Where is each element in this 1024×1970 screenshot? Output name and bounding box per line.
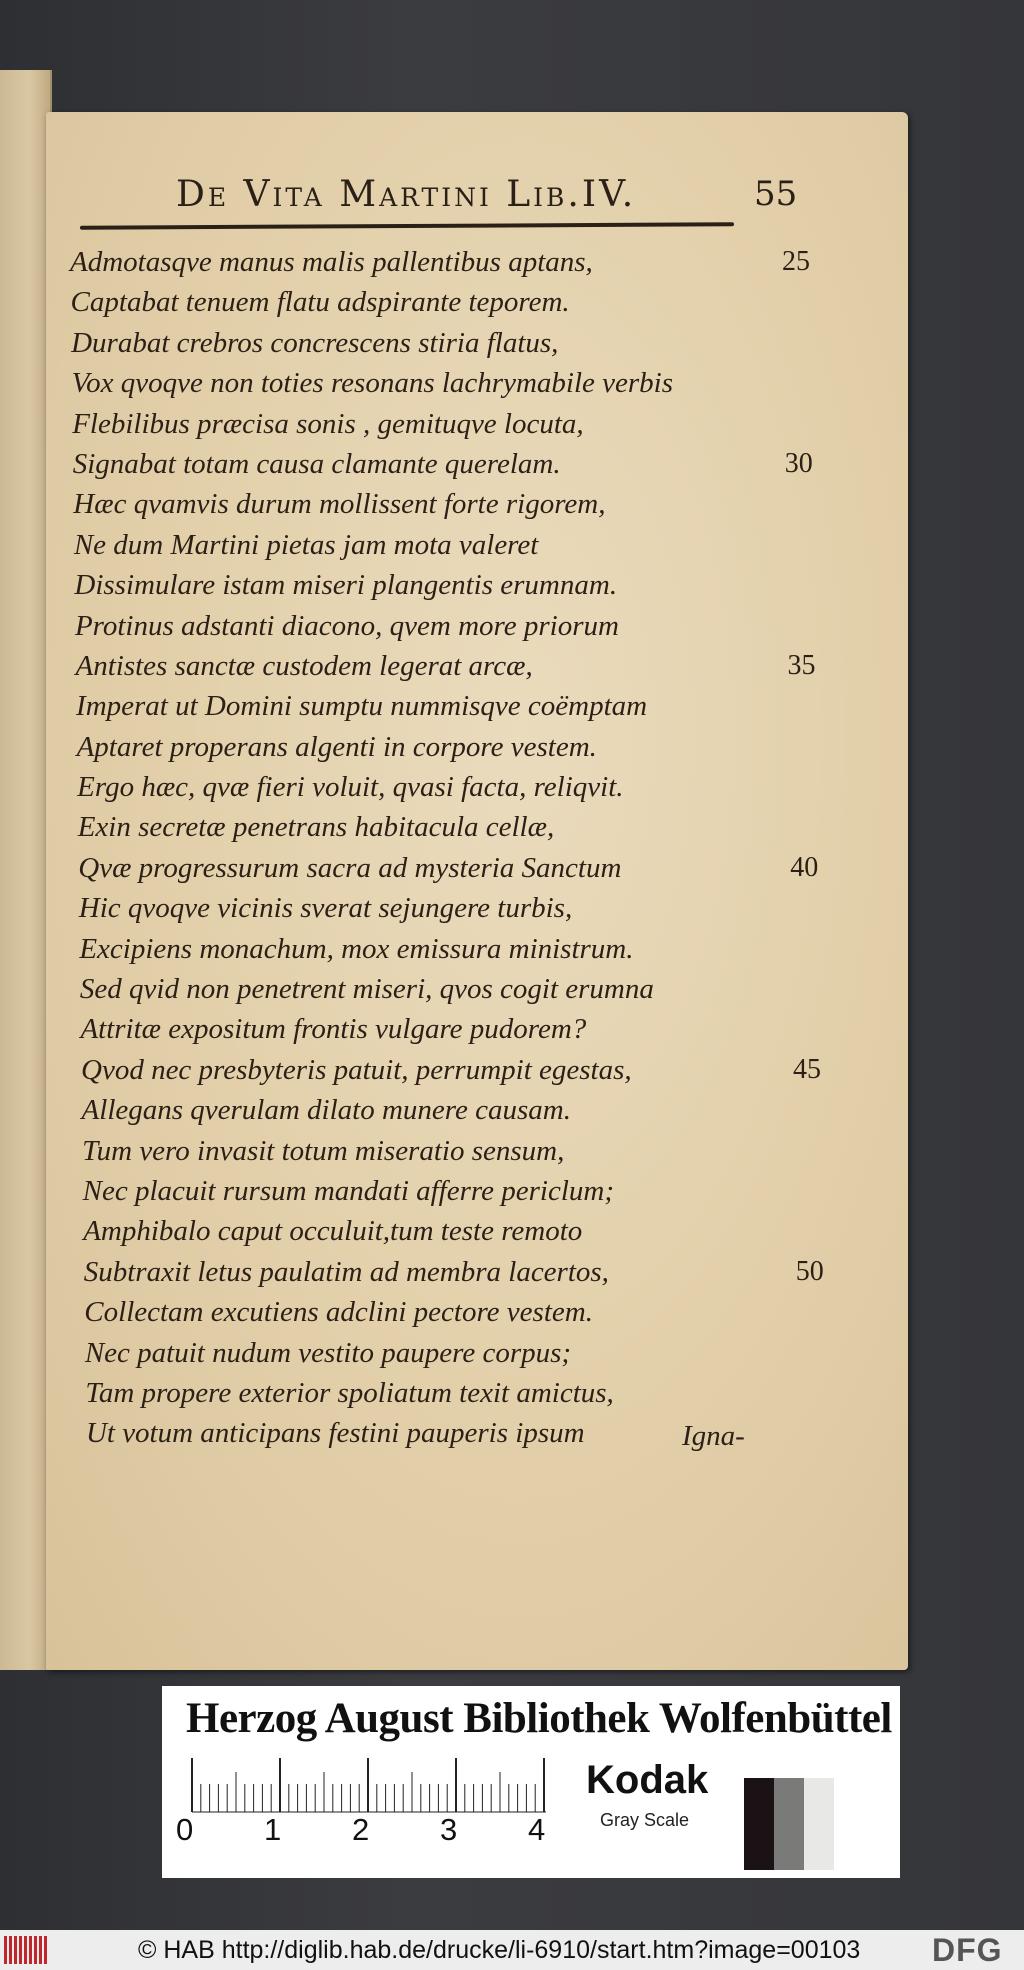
verse-block — [70, 242, 850, 1454]
verse-line — [70, 1131, 850, 1171]
line-number: 40 — [790, 851, 819, 883]
verse-text: Sed qvid non penetrent miseri, qvos cogit erumna — [79, 973, 654, 1006]
verse-line — [70, 646, 850, 686]
verse-text: Imperat ut Domini sumptu nummisqve coëmptam — [76, 690, 648, 723]
book-page — [46, 112, 908, 1670]
verse-line — [70, 969, 850, 1009]
verse-text: Qvod nec presbyteris patuit, perrumpit egestas, — [81, 1053, 632, 1086]
color-target — [162, 1686, 900, 1878]
ruler-label: 1 — [264, 1812, 282, 1847]
verse-line — [70, 1252, 850, 1292]
verse-line — [70, 323, 850, 363]
verse-text: Aptaret properans algenti in corpore vestem. — [76, 730, 597, 763]
catchword: Igna- — [682, 1420, 745, 1452]
verse-text: Ut votum anticipans festini pauperis ipsum — [85, 1417, 585, 1450]
kodak-logo: Kodak — [586, 1758, 709, 1802]
verse-text: Protinus adstanti diacono, qvem more priorum — [74, 609, 619, 642]
running-head-title: De Vita Martini Lib.IV. — [176, 174, 637, 215]
verse-line — [70, 282, 850, 322]
verse-line — [70, 525, 850, 565]
verse-text: Durabat crebros concrescens stiria flatus, — [71, 326, 559, 359]
verse-text: Hæc qvamvis durum mollissent forte rigorem, — [73, 488, 606, 521]
measurement-ruler — [184, 1758, 554, 1814]
verse-text: Flebilibus præcisa sonis , gemituqve locuta, — [72, 407, 584, 440]
verse-line — [70, 606, 850, 646]
line-number: 35 — [787, 649, 816, 681]
verse-line — [70, 1009, 850, 1049]
verse-text: Attritæ expositum frontis vulgare pudorem? — [80, 1013, 587, 1046]
verse-text: Dissimulare istam miseri plangentis erumnam. — [74, 569, 618, 602]
verse-text: Vox qvoqve non toties resonans lachrymabile verbis — [71, 367, 673, 400]
verse-line — [70, 888, 850, 928]
verse-line — [70, 1333, 850, 1373]
verse-line — [70, 929, 850, 969]
running-head — [176, 174, 796, 215]
gray-patch — [774, 1778, 804, 1870]
verse-text: Allegans qverulam dilato munere causam. — [81, 1094, 571, 1127]
verse-text: Nec placuit rursum mandati afferre periclum; — [82, 1174, 614, 1207]
verse-line — [70, 444, 850, 484]
verse-text: Nec patuit nudum vestito paupere corpus; — [84, 1336, 572, 1369]
verse-text: Amphibalo caput occuluit,tum teste remoto — [83, 1215, 583, 1248]
verse-line — [70, 404, 850, 444]
ruler-label: 4 — [528, 1812, 546, 1847]
verse-line — [70, 1211, 850, 1251]
verse-line — [70, 767, 850, 807]
verse-line — [70, 484, 850, 524]
verse-text: Qvæ progressurum sacra ad mysteria Sanctum — [78, 851, 622, 884]
verse-line — [70, 1050, 850, 1090]
verse-line — [70, 1292, 850, 1332]
line-number: 50 — [795, 1255, 824, 1287]
copyright-url[interactable]: © HAB http://diglib.hab.de/drucke/li-6910/start.htm?image=00103 — [138, 1936, 861, 1964]
line-number: 25 — [782, 246, 810, 277]
verse-text: Admotasqve manus malis pallentibus aptans, — [70, 246, 593, 278]
footer-bar — [0, 1930, 1024, 1970]
verse-line — [70, 727, 850, 767]
verse-line — [70, 807, 850, 847]
verse-text: Exin secretæ penetrans habitacula cellæ, — [77, 811, 555, 844]
head-rule — [80, 222, 734, 229]
verse-text: Collectam excutiens adclini pectore vestem. — [84, 1296, 593, 1329]
verse-text: Tum vero invasit totum miseratio sensum, — [82, 1134, 565, 1167]
verse-text: Captabat tenuem flatu adspirante teporem. — [70, 286, 570, 319]
line-number: 30 — [784, 447, 813, 479]
verse-text: Excipiens monachum, mox emissura ministrum. — [79, 932, 634, 965]
verse-text: Tam propere exterior spoliatum texit amictus, — [85, 1376, 614, 1409]
page-number: 55 — [754, 174, 798, 214]
verse-line — [70, 1171, 850, 1211]
previous-page-edge — [0, 70, 52, 1670]
dfg-logo: DFG — [932, 1932, 1003, 1968]
verse-line — [70, 686, 850, 726]
verse-line — [70, 242, 850, 282]
ruler-label: 3 — [440, 1812, 458, 1847]
verse-line — [70, 363, 850, 403]
ruler-label: 2 — [352, 1812, 370, 1847]
institution-name: Herzog August Bibliothek Wolfenbüttel — [186, 1695, 892, 1742]
barcode-icon — [4, 1936, 48, 1964]
verse-text: Ne dum Martini pietas jam mota valeret — [73, 528, 539, 561]
verse-text: Ergo hæc, qvæ fieri voluit, qvasi facta, reliqvit. — [77, 771, 624, 804]
verse-line — [70, 1373, 850, 1413]
verse-text: Subtraxit letus paulatim ad membra lacertos, — [83, 1255, 609, 1288]
verse-text: Hic qvoqve vicinis sverat sejungere turbis, — [78, 892, 573, 925]
ruler-label: 0 — [176, 1812, 194, 1847]
ruler-labels — [176, 1812, 596, 1852]
line-number: 45 — [793, 1053, 821, 1085]
gray-scale-label: Gray Scale — [600, 1810, 690, 1830]
verse-line — [70, 848, 850, 888]
verse-text: Antistes sanctæ custodem legerat arcæ, — [75, 649, 533, 682]
verse-line — [70, 1090, 850, 1130]
gray-patch — [804, 1778, 834, 1870]
verse-line — [70, 565, 850, 605]
verse-text: Signabat totam causa clamante querelam. — [72, 447, 561, 480]
gray-patch — [744, 1778, 774, 1870]
